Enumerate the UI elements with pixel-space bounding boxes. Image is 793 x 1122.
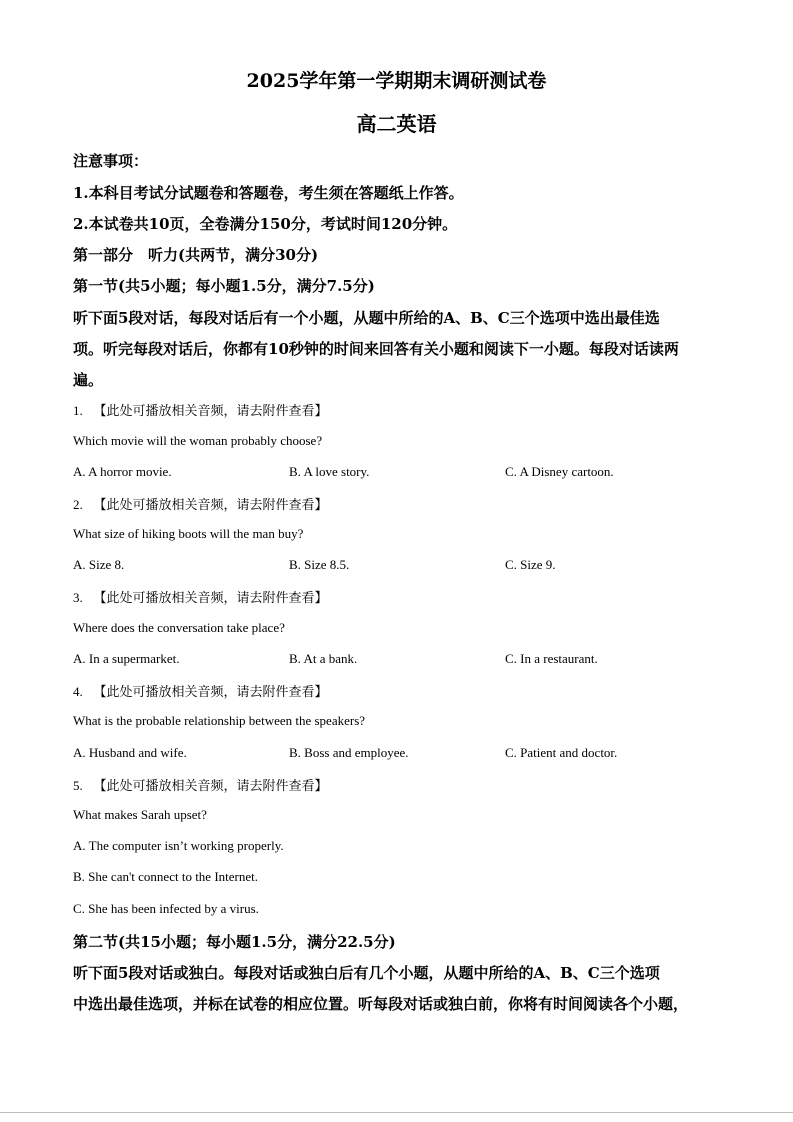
question-4-option-c: C. Patient and doctor. (505, 745, 618, 760)
part1-heading: 第一部分 听力(共两节，满分30分) (73, 246, 319, 264)
question-3-option-a: A. In a supermarket. (73, 651, 180, 666)
question-1-option-c: C. A Disney cartoon. (505, 464, 614, 479)
section1-instruction-line-3: 遍。 (73, 371, 104, 389)
question-number: 2. (73, 497, 83, 512)
question-1-stem: Which movie will the woman probably choose? (73, 433, 323, 448)
question-3-stem: Where does the conversation take place? (73, 620, 285, 635)
exam-subtitle: 高二英语 (356, 112, 437, 136)
question-5-option-a: A. The computer isn’t working properly. (73, 838, 284, 853)
question-3-option-b: B. At a bank. (289, 651, 358, 666)
question-5-option-c: C. She has been infected by a virus. (73, 901, 259, 916)
audio-note[interactable]: 【此处可播放相关音频，请去附件查看】 (93, 591, 328, 606)
exam-title: 2025学年第一学期期末调研测试卷 (246, 70, 547, 92)
audio-note[interactable]: 【此处可播放相关音频，请去附件查看】 (93, 685, 328, 700)
question-number: 3. (73, 590, 83, 605)
note-item-1: 1.本科目考试分试题卷和答题卷，考生须在答题纸上作答。 (73, 184, 464, 202)
question-2-header (73, 494, 328, 513)
question-2-option-c: C. Size 9. (505, 557, 556, 572)
question-1-option-b: B. A love story. (289, 464, 370, 479)
section1-heading: 第一节(共5小题；每小题1.5分，满分7.5分) (73, 277, 375, 295)
question-2-option-a: A. Size 8. (73, 557, 125, 572)
question-4-option-a: A. Husband and wife. (73, 745, 187, 760)
question-1-header (73, 400, 328, 419)
question-3-option-c: C. In a restaurant. (505, 651, 598, 666)
question-number: 1. (73, 403, 83, 418)
section2-instruction-line-1: 听下面5段对话或独白。每段对话或独白后有几个小题，从题中所给的A、B、C三个选项 (73, 964, 660, 982)
question-4-option-b: B. Boss and employee. (289, 745, 409, 760)
section1-instruction-line-2: 项。听完每段对话后，你都有10秒钟的时间来回答有关小题和阅读下一小题。每段对话读两 (73, 340, 679, 358)
question-1-option-a: A. A horror movie. (73, 464, 172, 479)
audio-note[interactable]: 【此处可播放相关音频，请去附件查看】 (93, 779, 328, 794)
question-5-option-b: B. She can't connect to the Internet. (73, 869, 259, 884)
question-4-stem: What is the probable relationship between the speakers? (73, 713, 366, 728)
note-item-2: 2.本试卷共10页，全卷满分150分，考试时间120分钟。 (73, 215, 458, 233)
page-bottom-divider (0, 1112, 793, 1113)
question-5-stem: What makes Sarah upset? (73, 807, 207, 822)
audio-note[interactable]: 【此处可播放相关音频，请去附件查看】 (93, 404, 328, 419)
question-3-header (73, 587, 328, 606)
section2-heading: 第二节(共15小题；每小题1.5分，满分22.5分) (73, 933, 396, 951)
question-4-header (73, 681, 328, 700)
question-5-header (73, 775, 328, 794)
section1-instruction-line-1: 听下面5段对话，每段对话后有一个小题，从题中所给的A、B、C三个选项中选出最佳选 (73, 309, 660, 327)
question-2-option-b: B. Size 8.5. (289, 557, 350, 572)
question-2-stem: What size of hiking boots will the man buy? (73, 526, 304, 541)
audio-note[interactable]: 【此处可播放相关音频，请去附件查看】 (93, 498, 328, 513)
notes-header: 注意事项： (73, 152, 149, 170)
question-number: 4. (73, 684, 83, 699)
question-number: 5. (73, 778, 83, 793)
section2-instruction-line-2: 中选出最佳选项，并标在试卷的相应位置。听每段对话或独白前，你将有时间阅读各个小题， (73, 995, 689, 1013)
